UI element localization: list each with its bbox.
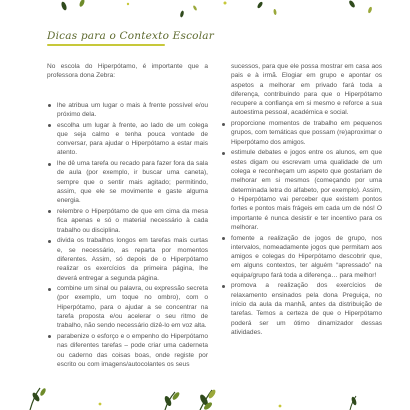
list-item: fomente a realização de jogos de grupo, nos intervalos, nomeadamente jogos que permitam aos amigos e colegas do Hiperpótamo descobrir que, em alguns contextos, ter alguém “apressado” na equipa/grupo fará toda a diferença… para melhor! [221, 234, 382, 280]
list-item: proporcione momentos de trabalho em pequenos grupos, com temáticas que possam (re)aproximar o Hiperpótamo dos amigos. [221, 119, 382, 147]
list-item: parabenize o esforço e o empenho do Hiperpótamo nas diferentes tarefas – pode criar uma caderneta ou caderno das coisas boas, onde registe por escrito ou com imagens/autocolantes os seus [47, 332, 208, 369]
right-column [221, 62, 382, 339]
page-title: Dicas para o Contexto Escolar [47, 30, 214, 42]
intro-paragraph: No escola do Hiperpótamo, é importante que a professora dona Zebra: [47, 63, 208, 80]
list-item: divida os trabalhos longos em tarefas mais curtas e, se necessário, as reparta por momentos diferentes. Assim, só depois de o Hiperpótamo realizar os exercícios da primeira página, lhe deverá entregar a segunda página. [47, 236, 208, 282]
tips-list-left [47, 101, 208, 370]
list-item: lhe atribua um lugar o mais à frente possível e/ou próximo dela. [47, 101, 208, 120]
list-item: estimule debates e jogos entre os alunos, em que estes digam ou escrevam uma qualidade de um colega e reconheçam um aspeto que gostariam de melhorar em si mesmos (começando por uma determinada letra do alfabeto, por exemplo). Assim, o Hiperpótamo vai perceber que existem pontos fortes e pontos mais frágeis em cada um de nós! O importante é nunca desistir e ter incentivo para os melhorar. [221, 148, 382, 232]
top-leaf-decoration [0, 0, 410, 30]
leaf-icon [60, 0, 372, 18]
left-column [47, 62, 208, 371]
tips-list-right [221, 119, 382, 337]
section-header [47, 30, 214, 46]
list-item: lhe dê uma tarefa ou recado para fazer fora da sala de aula (por exemplo, ir buscar uma caneta), sempre que o sentir mais agitado; permitindo, assim, que ele se movimente e gaste alguma energia. [47, 159, 208, 205]
bottom-plant-decoration [0, 370, 410, 410]
continued-paragraph: sucessos, para que ele possa mostrar em casa aos pais e à irmã. Elogiar em grupo e apontar os aspetos a melhorar em privado fará toda a diferença, contribuindo para que o Hiperpótamo recupere a confiança em si mesmo e reforce a sua autoestima pessoal, académica e social. [231, 63, 382, 117]
list-item: relembre o Hiperpótamo de que em cima da mesa fica apenas e só o material necessário à cada trabalho ou disciplina. [47, 207, 208, 235]
plant-icon [30, 387, 357, 410]
list-item: escolha um lugar à frente, ao lado de um colega que seja calmo e tenha pouca vontade de conversar, para ajudar o Hiperpótamo a estar mais atento. [47, 121, 208, 158]
list-item: combine um sinal ou palavra, ou expressão secreta (por exemplo, um toque no ombro), com o Hiperpótamo, para o ajudar a se concentrar na tarefa proposta e/ou acelerar o seu ritmo de trabalho, não sendo necessário dizê-lo em voz alta. [47, 284, 208, 330]
list-item: promova a realização dos exercícios de relaxamento ensinados pela dona Preguiça, no início da aula da manhã, antes da distribuição de tarefas. Temos a certeza de que o Hiperpótamo poderá ser um ótimo dinamizador dessas atividades. [221, 281, 382, 337]
title-underline [47, 44, 165, 46]
